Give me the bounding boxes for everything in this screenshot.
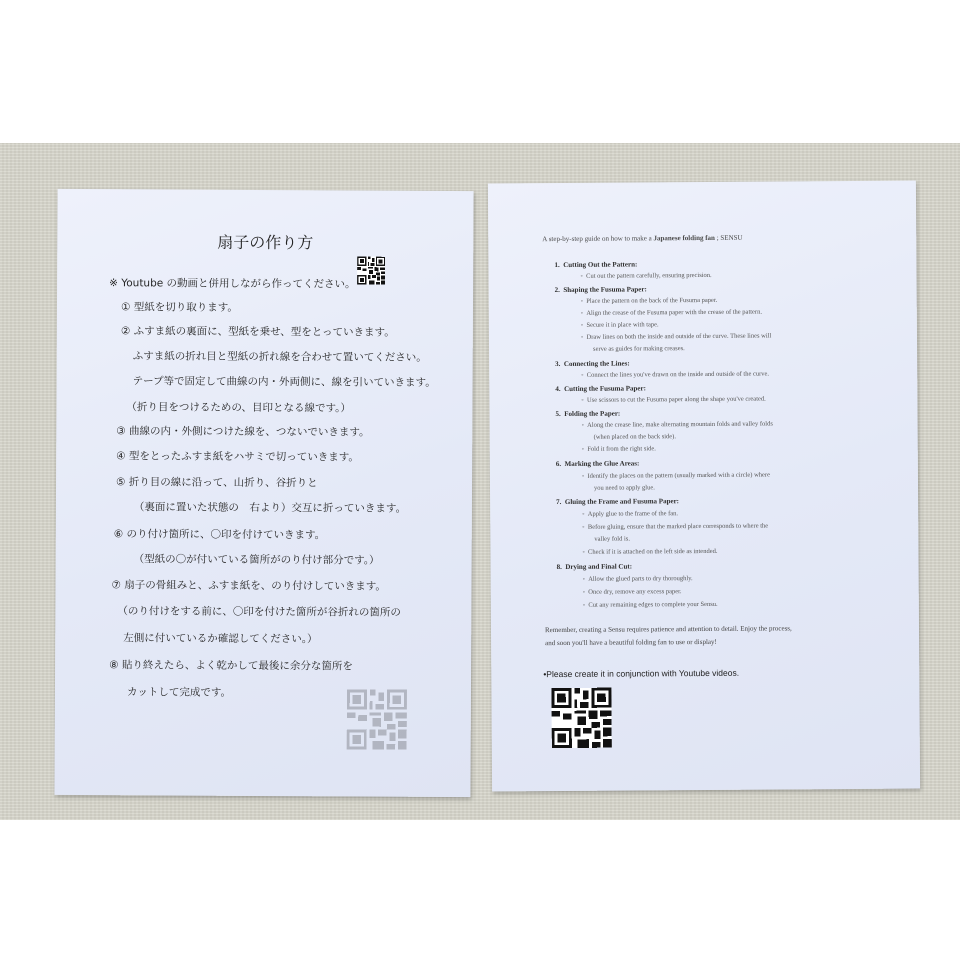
jp-line: ふすま紙の折れ目と型紙の折れ線を合わせて置いてください。 bbox=[132, 350, 427, 364]
step-bullet: ◦ Secure it in place with tape. bbox=[580, 321, 659, 329]
step-bullet: ◦ Check if it is attached on the left side as intended. bbox=[582, 547, 718, 556]
jp-line: ⑤ 折り目の線に沿って、山折り、谷折りと bbox=[116, 476, 318, 490]
closing-line-1: Remember, creating a Sensu requires patience and attention to detail. Enjoy the process, bbox=[544, 624, 792, 635]
jp-line: ⑦ 扇子の骨組みと、ふすま紙を、のり付けしていきます。 bbox=[111, 579, 386, 593]
step-bullet: ◦ Use scissors to cut the Fusuma paper along the shape you've created. bbox=[581, 395, 766, 404]
step-heading: 7. Gluing the Frame and Fusuma Paper: bbox=[556, 497, 680, 507]
qr-code-icon bbox=[357, 256, 385, 284]
step-bullet: serve as guides for making creases. bbox=[593, 345, 685, 353]
step-bullet: valley fold is. bbox=[594, 535, 630, 543]
step-heading: 8. Drying and Final Cut: bbox=[556, 562, 633, 572]
step-bullet: ◦ Place the pattern on the back of the Fusuma paper. bbox=[580, 296, 718, 305]
intro-line bbox=[542, 234, 742, 243]
jp-line: ⑥ のり付け箇所に、〇印を付けていきます。 bbox=[113, 528, 326, 542]
jp-line: カットして完成です。 bbox=[126, 686, 232, 699]
step-bullet: ◦ Once dry, remove any excess paper. bbox=[582, 588, 682, 596]
intro-suffix: ; SENSU bbox=[714, 233, 743, 242]
step-heading: 3. Connecting the Lines: bbox=[555, 359, 630, 369]
jp-line: （型紙の〇が付いている箇所がのり付け部分です。） bbox=[133, 553, 380, 567]
step-heading: 4. Cutting the Fusuma Paper: bbox=[555, 384, 646, 394]
english-instruction-sheet bbox=[488, 181, 920, 792]
jp-line: （裏面に置いた状態の 右より）交互に折っていきます。 bbox=[133, 501, 407, 515]
intro-bold: Japanese folding fan bbox=[653, 233, 715, 243]
intro-prefix: A step-by-step guide on how to make a bbox=[542, 234, 654, 244]
qr-code-icon bbox=[551, 687, 611, 749]
jp-line: ④ 型をとったふすま紙をハサミで切っていきます。 bbox=[116, 450, 359, 464]
step-bullet: ◦ Apply glue to the frame of the fan. bbox=[582, 510, 679, 518]
step-bullet: ◦ Allow the glued parts to dry thoroughly. bbox=[582, 575, 693, 583]
step-bullet: ◦ Fold it from the right side. bbox=[581, 445, 656, 453]
step-heading: 6. Marking the Glue Areas: bbox=[555, 459, 640, 469]
qr-code-icon bbox=[347, 688, 407, 750]
step-bullet: ◦ Cut any remaining edges to complete your Sensu. bbox=[582, 600, 718, 609]
jp-line: ⑧ 貼り終えたら、よく乾かして最後に余分な箇所を bbox=[109, 659, 353, 673]
step-bullet: ◦ Align the crease of the Fusuma paper with the crease of the pattern. bbox=[580, 308, 762, 317]
jp-line: （のり付けをする前に、〇印を付けた箇所が谷折れの箇所の bbox=[117, 605, 401, 619]
step-bullet: (when placed on the back side). bbox=[593, 433, 676, 441]
step-heading: 5. Folding the Paper: bbox=[555, 409, 621, 419]
step-bullet: you need to apply glue. bbox=[593, 484, 655, 492]
jp-line: 左側に付いているか確認してください。） bbox=[123, 632, 318, 646]
step-heading: 1. Cutting Out the Pattern: bbox=[554, 260, 638, 270]
jp-line: ② ふすま紙の裏面に、型紙を乗せ、型をとっていきます。 bbox=[120, 325, 395, 339]
step-bullet: ◦ Identify the places on the pattern (usually marked with a circle) where bbox=[581, 471, 770, 480]
step-bullet: ◦ Draw lines on both the inside and outside of the curve. These lines will bbox=[580, 332, 772, 341]
step-bullet: ◦ Cut out the pattern carefully, ensuring precision. bbox=[580, 271, 712, 280]
jp-line: （折り目をつけるための、目印となる線です。） bbox=[126, 401, 351, 415]
closing-line-2: and soon you'll have a beautiful folding fan to use or display! bbox=[545, 637, 717, 648]
jp-line: ③ 曲線の内・外側につけた線を、つないでいきます。 bbox=[116, 425, 370, 439]
jp-line: テープ等で固定して曲線の内・外両側に、線を引いていきます。 bbox=[132, 375, 436, 389]
jp-line: ※ Youtube の動画と併用しながら作ってください。 bbox=[109, 277, 356, 291]
japanese-instruction-sheet bbox=[54, 189, 473, 797]
step-bullet: ◦ Along the crease line, make alternating mountain folds and valley folds bbox=[581, 420, 773, 429]
jp-line: ① 型紙を切り取ります。 bbox=[120, 301, 238, 314]
youtube-note: •Please create it in conjunction with Youtube videos. bbox=[543, 667, 740, 680]
sheet-title: 扇子の作り方 bbox=[217, 232, 314, 253]
step-bullet: ◦ Connect the lines you've drawn on the inside and outside of the curve. bbox=[581, 370, 770, 379]
step-bullet: ◦ Before gluing, ensure that the marked place corresponds to where the bbox=[582, 522, 769, 531]
step-heading: 2. Shaping the Fusuma Paper: bbox=[554, 285, 647, 295]
